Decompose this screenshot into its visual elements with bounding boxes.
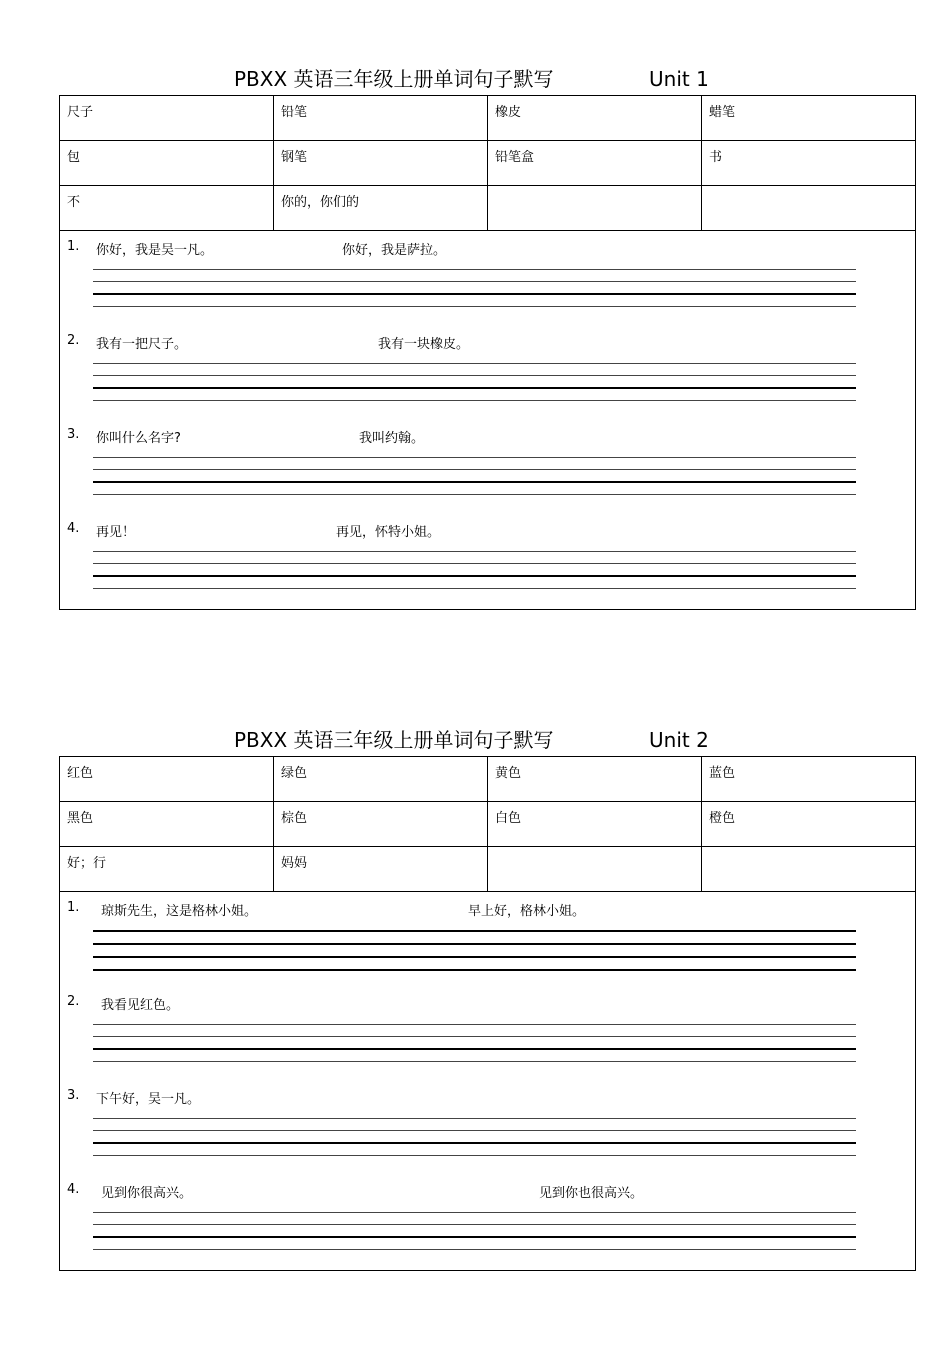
sentence-b: 我叫约翰。: [359, 431, 425, 446]
table-row: [60, 802, 916, 847]
word-cell: 铅笔: [274, 96, 488, 141]
word-cell: 黄色: [488, 757, 702, 802]
writing-lines[interactable]: [93, 1118, 856, 1167]
worksheet-unit-2: [59, 725, 916, 1271]
writing-lines[interactable]: [93, 1024, 856, 1073]
word-cell: 尺子: [60, 96, 274, 141]
word-cell: 铅笔盒: [488, 141, 702, 186]
word-cell: 包: [60, 141, 274, 186]
sentence-item: [60, 329, 915, 423]
sentence-b: 你好，我是萨拉。: [342, 243, 447, 258]
word-cell: [702, 186, 916, 231]
sentence-a: 我看见红色。: [101, 998, 180, 1013]
sentence-item: [60, 423, 915, 517]
sentence-b: 见到你也很高兴。: [539, 1186, 644, 1201]
sentence-item: [60, 235, 915, 329]
item-number: 1.: [67, 900, 80, 915]
sentence-a: 下午好，吴一凡。: [96, 1092, 201, 1107]
item-number: 3.: [67, 1088, 80, 1103]
sentence-item: [60, 517, 915, 601]
unit-title: [59, 64, 916, 95]
sentence-a: 你叫什么名字?: [96, 431, 181, 446]
writing-lines[interactable]: [93, 1212, 856, 1261]
sentence-b: 早上好，格林小姐。: [468, 904, 586, 919]
word-cell: 钢笔: [274, 141, 488, 186]
word-cell: 橡皮: [488, 96, 702, 141]
sentence-a: 再见！: [96, 525, 136, 540]
word-cell: 黑色: [60, 802, 274, 847]
table-row: [60, 757, 916, 802]
sentence-a: 你好，我是吴一凡。: [96, 243, 214, 258]
writing-lines[interactable]: [93, 551, 856, 600]
worksheet-title: PBXX 英语三年级上册单词句子默写: [234, 728, 554, 752]
sentence-b: 我有一块橡皮。: [378, 337, 470, 352]
writing-lines[interactable]: [93, 930, 856, 982]
table-row: [60, 847, 916, 892]
vocabulary-table: [59, 95, 916, 231]
word-cell: 棕色: [274, 802, 488, 847]
sentence-item: [60, 1178, 915, 1262]
word-cell: 橙色: [702, 802, 916, 847]
word-cell: [702, 847, 916, 892]
sentence-section: [59, 231, 916, 610]
writing-lines[interactable]: [93, 457, 856, 506]
sentence-section: [59, 892, 916, 1271]
writing-lines[interactable]: [93, 269, 856, 318]
sentence-a: 见到你很高兴。: [101, 1186, 193, 1201]
sentence-a: 琼斯先生，这是格林小姐。: [101, 904, 258, 919]
word-cell: 好；行: [60, 847, 274, 892]
word-cell: 你的，你们的: [274, 186, 488, 231]
table-row: [60, 186, 916, 231]
word-cell: [488, 847, 702, 892]
sentence-item: [60, 990, 915, 1084]
word-cell: 白色: [488, 802, 702, 847]
item-number: 3.: [67, 427, 80, 442]
unit-number: Unit 2: [649, 728, 709, 752]
word-cell: [488, 186, 702, 231]
sentence-item: [60, 896, 915, 990]
worksheet-title: PBXX 英语三年级上册单词句子默写: [234, 67, 554, 91]
sentence-b: 再见，怀特小姐。: [336, 525, 441, 540]
sentence-item: [60, 1084, 915, 1178]
word-cell: 不: [60, 186, 274, 231]
table-row: [60, 141, 916, 186]
vocabulary-table: [59, 756, 916, 892]
word-cell: 红色: [60, 757, 274, 802]
writing-lines[interactable]: [93, 363, 856, 412]
unit-number: Unit 1: [649, 67, 709, 91]
item-number: 4.: [67, 521, 80, 536]
item-number: 4.: [67, 1182, 80, 1197]
word-cell: 蜡笔: [702, 96, 916, 141]
unit-title: [59, 725, 916, 756]
item-number: 2.: [67, 994, 80, 1009]
word-cell: 绿色: [274, 757, 488, 802]
item-number: 2.: [67, 333, 80, 348]
word-cell: 妈妈: [274, 847, 488, 892]
word-cell: 书: [702, 141, 916, 186]
item-number: 1.: [67, 239, 80, 254]
table-row: [60, 96, 916, 141]
worksheet-unit-1: [59, 64, 916, 610]
word-cell: 蓝色: [702, 757, 916, 802]
sentence-a: 我有一把尺子。: [96, 337, 188, 352]
